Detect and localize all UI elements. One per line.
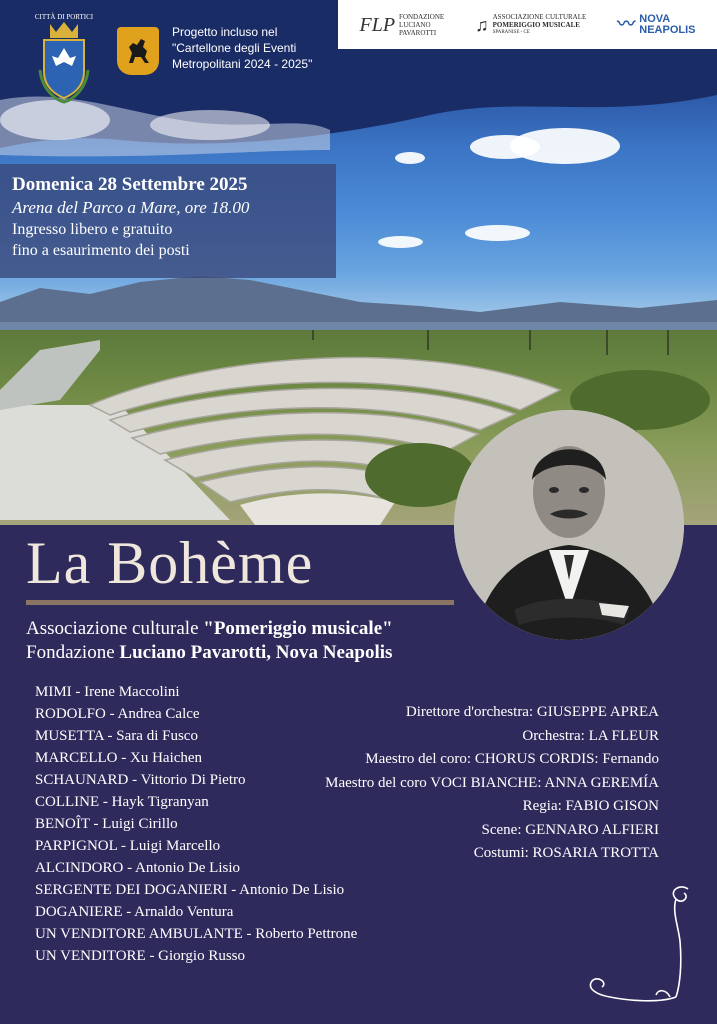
cloud bbox=[510, 128, 620, 164]
cast-row: UN VENDITORE AMBULANTE - Roberto Pettrone bbox=[35, 926, 358, 942]
event-date: Domenica 28 Settembre 2025 bbox=[12, 174, 248, 195]
organizer-line-2 bbox=[26, 641, 496, 665]
flourish-ornament bbox=[580, 885, 695, 1005]
cloud bbox=[465, 225, 530, 241]
crew-row: Costumi: ROSARIA TROTTA bbox=[473, 845, 659, 861]
cast-row: DOGANIERE - Arnaldo Ventura bbox=[35, 904, 234, 920]
cast-row: BENOÎT - Luigi Cirillo bbox=[35, 816, 178, 832]
cast-row: MIMI - Irene Maccolini bbox=[35, 684, 180, 700]
crest-text: CITTÀ DI PORTICI bbox=[34, 13, 94, 21]
fondazione-line: FONDAZIONE bbox=[399, 12, 445, 21]
fondazione-pavarotti-logo bbox=[359, 13, 444, 37]
event-info-box bbox=[0, 164, 336, 278]
cast-row: PARPIGNOL - Luigi Marcello bbox=[35, 838, 221, 854]
assoc-line: SPARANISE - CE bbox=[492, 29, 530, 35]
crew-row: Maestro del coro: CHORUS CORDIS: Fernando bbox=[365, 751, 659, 767]
crew-list bbox=[239, 701, 659, 866]
crew-row: Scene: GENNARO ALFIERI bbox=[481, 821, 659, 838]
nova-line: NOVA bbox=[639, 12, 671, 25]
city-metro-horse-logo bbox=[117, 27, 159, 75]
cast-row: MUSETTA - Sara di Fusco bbox=[35, 728, 198, 744]
organizer-name: "Pomeriggio musicale" bbox=[203, 618, 393, 639]
opera-title: La Bohème bbox=[26, 530, 314, 596]
sponsor-bar bbox=[338, 0, 717, 49]
event-venue: Arena del Parco a Mare, ore 18.00 bbox=[12, 198, 250, 217]
organizer-name: Luciano Pavarotti, Nova Neapolis bbox=[119, 642, 393, 663]
crew-row: Maestro del coro VOCI BIANCHE: ANNA GEREMÍA bbox=[325, 774, 659, 791]
cloud bbox=[0, 100, 110, 140]
event-entry-line: fino a esaurimento dei posti bbox=[12, 242, 190, 259]
fondazione-line: PAVAROTTI bbox=[399, 28, 437, 37]
cast-row: COLLINE - Hayk Tigranyan bbox=[35, 794, 209, 810]
crew-row: Orchestra: LA FLEUR bbox=[522, 727, 659, 744]
piano-icon: ♫ bbox=[475, 14, 489, 35]
project-note-line: Metropolitani 2024 - 2025" bbox=[172, 57, 313, 71]
cloud bbox=[395, 152, 425, 164]
title-divider bbox=[26, 600, 454, 605]
cloud bbox=[378, 236, 423, 248]
fondazione-line: LUCIANO bbox=[399, 20, 431, 29]
organizer-prefix: Fondazione bbox=[26, 642, 120, 663]
cast-row: UN VENDITORE - Giorgio Russo bbox=[35, 948, 246, 964]
fondazione-monogram: FLP bbox=[359, 13, 396, 36]
nova-neapolis-logo bbox=[617, 14, 695, 36]
project-note-line: "Cartellone degli Eventi bbox=[172, 41, 297, 55]
cast-row: SERGENTE DEI DOGANIERI - Antonio De Lisio bbox=[35, 882, 345, 898]
cloud bbox=[150, 110, 270, 140]
project-note-line: Progetto incluso nel bbox=[172, 25, 278, 39]
pomeriggio-musicale-logo bbox=[475, 13, 586, 37]
cast-row: SCHAUNARD - Vittorio Di Pietro bbox=[35, 772, 246, 788]
crew-row: Regia: FABIO GISON bbox=[522, 798, 659, 814]
composer-portrait bbox=[454, 410, 684, 640]
organizer-line-1 bbox=[26, 617, 496, 641]
assoc-line: ASSOCIAZIONE CULTURALE bbox=[492, 12, 587, 21]
cast-row: ALCINDORO - Antonio De Lisio bbox=[35, 860, 240, 876]
organizer-prefix: Associazione culturale bbox=[26, 618, 204, 639]
assoc-line: POMERIGGIO MUSICALE bbox=[492, 20, 580, 29]
organizers bbox=[26, 617, 496, 665]
nova-line: NEAPOLIS bbox=[639, 23, 696, 36]
crew-row: Direttore d'orchestra: GIUSEPPE APREA bbox=[405, 704, 659, 720]
cast-row: MARCELLO - Xu Haichen bbox=[35, 750, 203, 766]
event-entry-line: Ingresso libero e gratuito bbox=[12, 221, 173, 238]
portici-crest-logo bbox=[34, 10, 94, 104]
bird-icon: 〰 bbox=[617, 14, 636, 34]
cast-row: RODOLFO - Andrea Calce bbox=[35, 706, 200, 722]
project-note bbox=[172, 24, 342, 72]
